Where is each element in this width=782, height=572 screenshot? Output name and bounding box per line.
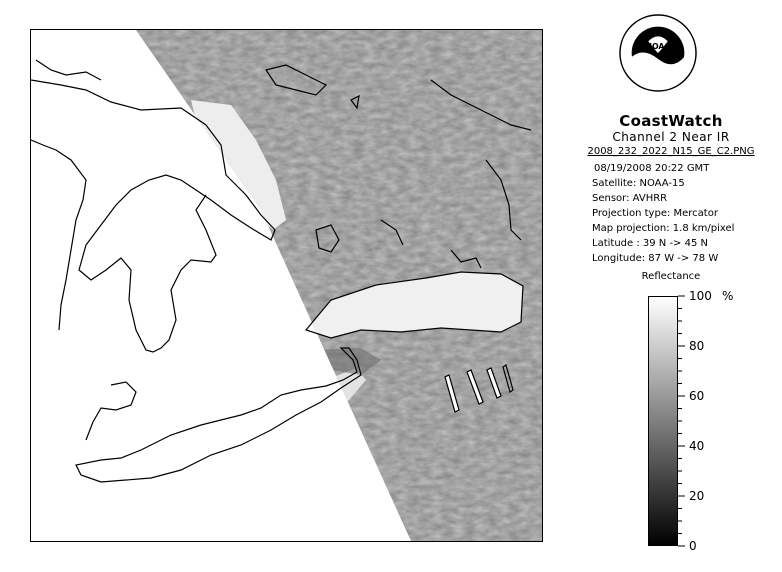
channel-subtitle: Channel 2 Near IR	[612, 130, 730, 144]
sensor-info: Sensor: AVHRR	[592, 193, 668, 204]
satellite-map	[30, 29, 543, 542]
satellite-info: Satellite: NOAA-15	[592, 178, 685, 189]
file-name: 2008_232_2022_N15_GE_C2.PNG	[587, 146, 755, 157]
scale-tick-label: 40	[689, 439, 705, 453]
map-svg	[31, 30, 542, 541]
imaged-swath	[31, 30, 542, 541]
noaa-logo	[619, 14, 697, 92]
scale-unit: %	[722, 289, 734, 303]
product-title: CoastWatch	[619, 112, 723, 130]
scale-tick-label: 80	[689, 339, 705, 353]
latitude-range: Latitude : 39 N -> 45 N	[592, 238, 708, 249]
date-time: 08/19/2008 20:22 GMT	[594, 163, 710, 174]
longitude-range: Longitude: 87 W -> 78 W	[592, 253, 719, 264]
scale-tick-label: 0	[689, 539, 697, 553]
map-projection: Map projection: 1.8 km/pixel	[592, 223, 735, 234]
reflectance-colorbar	[648, 296, 678, 546]
scale-tick-label: 20	[689, 489, 705, 503]
logo-text: NOAA	[645, 42, 671, 52]
scale-tick-label: 60	[689, 389, 705, 403]
colorbar-scale	[678, 289, 758, 553]
scale-tick-label: 100	[689, 289, 712, 303]
projection-type: Projection type: Mercator	[592, 208, 718, 219]
legend-title: Reflectance	[641, 271, 701, 282]
